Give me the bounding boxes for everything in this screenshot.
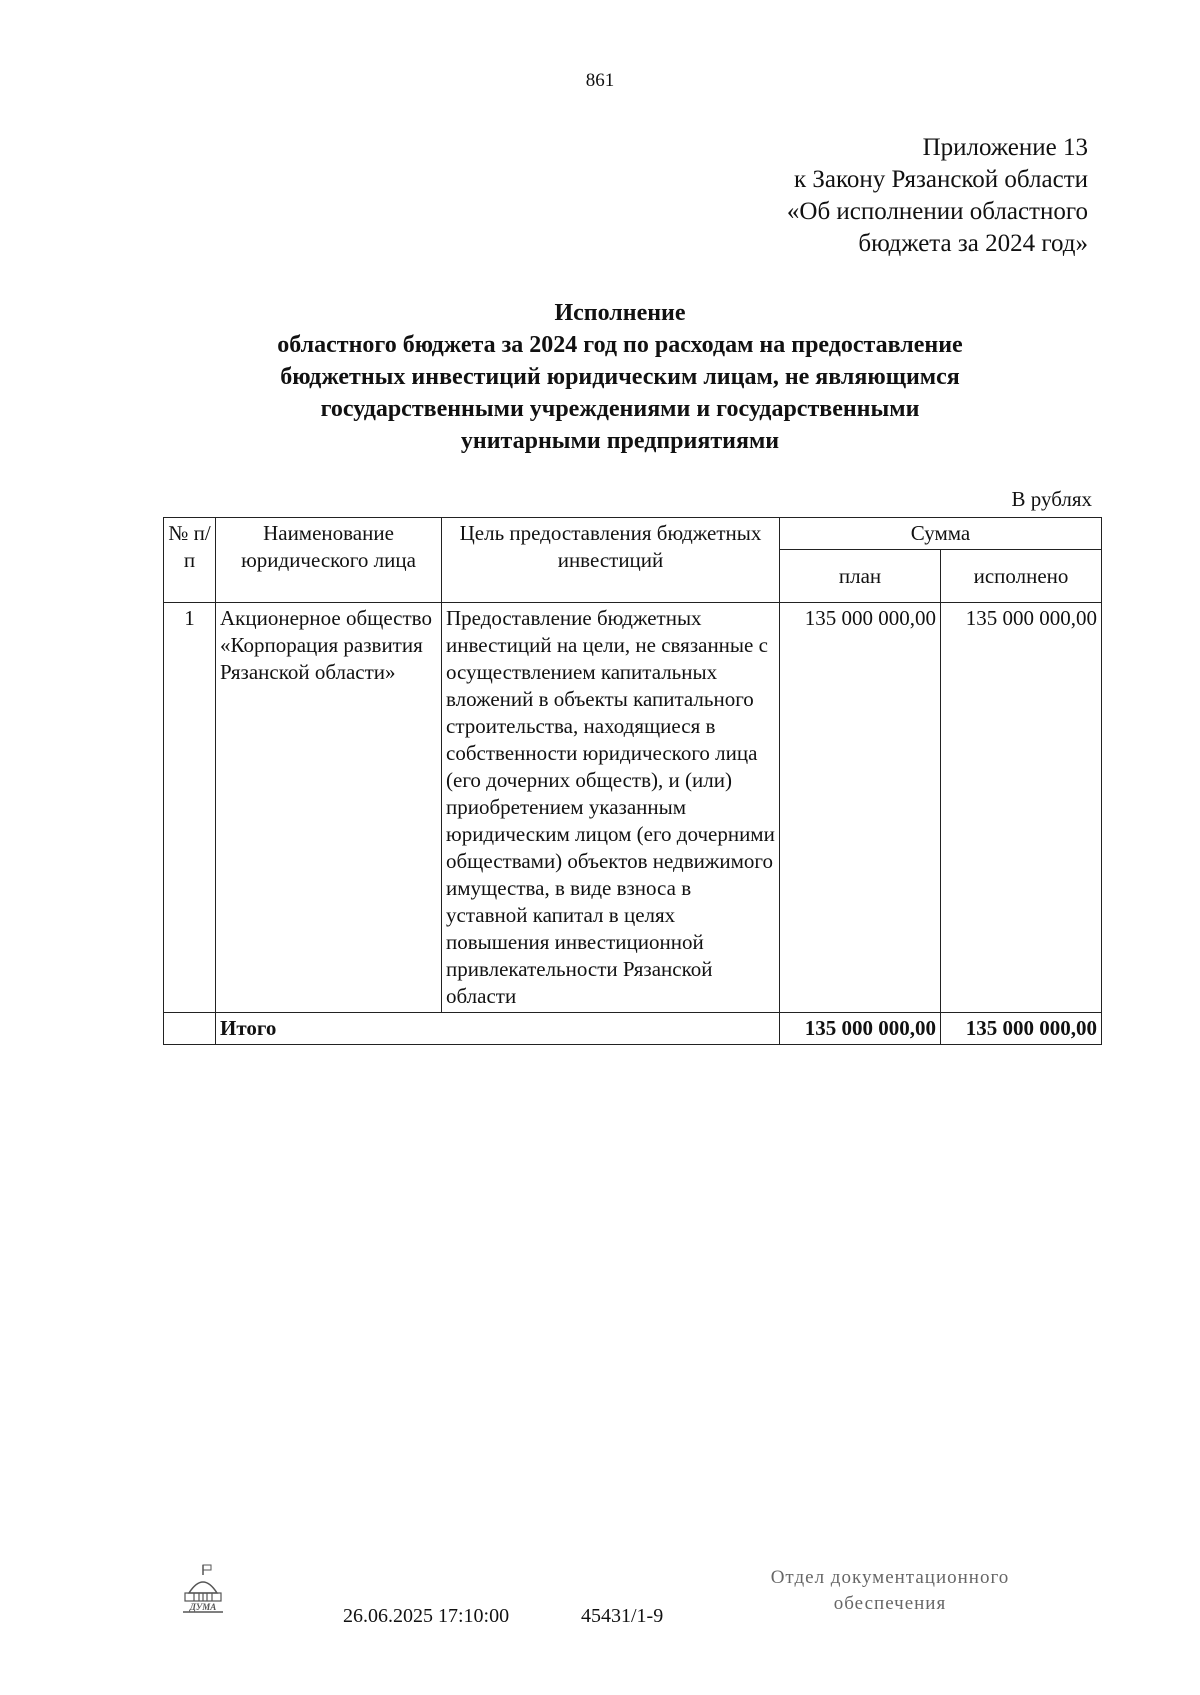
appendix-line: к Закону Рязанской области [794, 166, 1088, 193]
row-plan: 135 000 000,00 [780, 603, 941, 1013]
document-title [0, 297, 1200, 457]
header-name: Наименование юридического лица [216, 518, 442, 603]
appendix-line: «Об исполнении областного [786, 198, 1088, 225]
header-num: № п/п [164, 518, 216, 603]
row-name: Акционерное общество «Корпорация развития Рязанской области» [216, 603, 442, 1013]
stamp-line: обеспечения [833, 1593, 947, 1614]
appendix-line: бюджета за 2024 год» [858, 230, 1088, 257]
budget-table [163, 517, 1102, 1045]
row-executed: 135 000 000,00 [941, 603, 1102, 1013]
title-line: государственными учреждениями и государственными [320, 396, 920, 422]
table-total-row [164, 1013, 1102, 1045]
header-purpose: Цель предоставления бюджетных инвестиций [442, 518, 780, 603]
total-plan: 135 000 000,00 [780, 1013, 941, 1045]
header-plan: план [780, 550, 941, 603]
total-executed: 135 000 000,00 [941, 1013, 1102, 1045]
title-line: бюджетных инвестиций юридическим лицам, не являющимся [280, 364, 960, 390]
row-num: 1 [164, 603, 216, 1013]
row-purpose: Предоставление бюджетных инвестиций на цели, не связанные с осуществлением капитальных вложений в объекты капитального строительства, находящиеся в собственности юридического лица (его дочерних обществ), и (или) приобретением указанным юридическим лицом (его дочерними обществами) объектов недвижимого имущества, в виде взноса в уставной капитал в целях повышения инвестиционной привлекательности Рязанской области [442, 603, 780, 1013]
footer-doc-number: 45431/1-9 [581, 1605, 664, 1627]
title-line: Исполнение [554, 300, 686, 326]
total-empty-cell [164, 1013, 216, 1045]
stamp-line: Отдел документационного [770, 1567, 1010, 1588]
header-executed: исполнено [941, 550, 1102, 603]
total-label: Итого [216, 1013, 780, 1045]
units-label: В рублях [1011, 487, 1092, 511]
duma-building-icon [180, 1563, 226, 1613]
title-line: унитарными предприятиями [460, 428, 780, 454]
footer-datetime: 26.06.2025 17:10:00 [343, 1605, 510, 1627]
table-row [164, 603, 1102, 1013]
title-line: областного бюджета за 2024 год по расходам на предоставление [277, 332, 963, 358]
department-stamp [730, 1565, 1050, 1617]
page-number: 861 [585, 70, 615, 91]
header-sum: Сумма [780, 518, 1102, 550]
appendix-reference [787, 132, 1088, 260]
logo-text: ДУМА [189, 1602, 217, 1612]
table-header-row [164, 518, 1102, 550]
appendix-line: Приложение 13 [922, 134, 1088, 161]
